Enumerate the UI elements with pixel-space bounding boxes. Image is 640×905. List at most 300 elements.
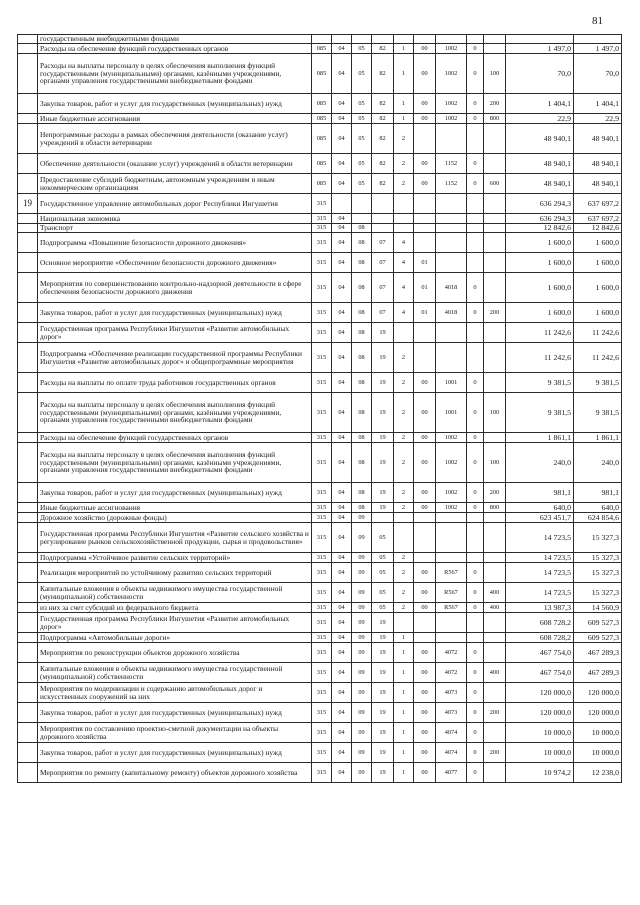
row-name-cell: Обеспечение деятельности (оказание услуг) учреждений в области ветеринарии	[38, 154, 312, 174]
expense-type-code-cell	[484, 253, 506, 273]
ministry-code-cell: 315	[312, 743, 332, 763]
subprogram-code-cell: 2	[394, 373, 414, 393]
subprogram-code-cell: 1	[394, 743, 414, 763]
direction-code-cell: 4073	[436, 703, 467, 723]
row-number-cell	[18, 743, 38, 763]
sub-direction-code-cell: 0	[467, 723, 484, 743]
event-code-cell: 00	[414, 443, 436, 483]
row-number-cell	[18, 613, 38, 633]
ministry-code-cell: 315	[312, 303, 332, 323]
event-code-cell: 00	[414, 54, 436, 94]
row-number-cell	[18, 563, 38, 583]
event-code-cell: 00	[414, 433, 436, 443]
row-name-cell: Мероприятия по реконструкции объектов дорожного хозяйства	[38, 643, 312, 663]
amount-cell-1: 608 728,2	[506, 613, 574, 633]
direction-code-cell: 4072	[436, 643, 467, 663]
subprogram-code-cell	[394, 224, 414, 233]
amount-cell-2: 120 000,0	[574, 683, 622, 703]
amount-cell-1: 10 000,0	[506, 743, 574, 763]
amount-cell-1: 608 728,2	[506, 633, 574, 643]
ministry-code-cell: 315	[312, 373, 332, 393]
sub-direction-code-cell: 0	[467, 114, 484, 124]
amount-cell-1: 240,0	[506, 443, 574, 483]
program-code-cell: 07	[372, 233, 394, 253]
sub-direction-code-cell: 0	[467, 54, 484, 94]
row-number-cell	[18, 643, 38, 663]
row-number-cell	[18, 503, 38, 513]
direction-code-cell: 4072	[436, 663, 467, 683]
program-code-cell: 19	[372, 723, 394, 743]
table-row	[18, 743, 622, 763]
amount-cell-2: 10 000,0	[574, 723, 622, 743]
event-code-cell: 00	[414, 114, 436, 124]
table-row	[18, 583, 622, 603]
amount-cell-2: 11 242,6	[574, 343, 622, 373]
amount-cell-1: 48 940,1	[506, 154, 574, 174]
amount-cell-2: 1 600,0	[574, 273, 622, 303]
amount-cell-2: 48 940,1	[574, 174, 622, 194]
row-name-cell: Непрограммные расходы в рамках обеспечения деятельности (оказание услуг) учреждений в области ветеринарии	[38, 124, 312, 154]
direction-code-cell: 1002	[436, 114, 467, 124]
subprogram-code-cell: 1	[394, 663, 414, 683]
ministry-code-cell: 315	[312, 194, 332, 214]
table-row	[18, 233, 622, 253]
sub-direction-code-cell	[467, 35, 484, 44]
direction-code-cell: 4074	[436, 723, 467, 743]
direction-code-cell	[436, 523, 467, 553]
sub-direction-code-cell: 0	[467, 683, 484, 703]
amount-cell-2: 1 861,1	[574, 433, 622, 443]
table-row	[18, 224, 622, 233]
row-number-cell	[18, 35, 38, 44]
row-name-cell: Мероприятия по совершенствованию контрольно-надзорной деятельности в сфере обеспечения безопасности дорожного движения	[38, 273, 312, 303]
subsection-code-cell: 08	[352, 303, 372, 323]
expense-type-code-cell: 400	[484, 603, 506, 613]
program-code-cell: 19	[372, 393, 394, 433]
direction-code-cell: 4018	[436, 273, 467, 303]
sub-direction-code-cell: 0	[467, 763, 484, 783]
table-row	[18, 174, 622, 194]
table-row	[18, 114, 622, 124]
sub-direction-code-cell: 0	[467, 373, 484, 393]
direction-code-cell: R567	[436, 603, 467, 613]
ministry-code-cell: 315	[312, 273, 332, 303]
amount-cell-1: 11 242,6	[506, 323, 574, 343]
direction-code-cell: 1002	[436, 503, 467, 513]
ministry-code-cell: 085	[312, 174, 332, 194]
amount-cell-2: 609 527,3	[574, 613, 622, 633]
sub-direction-code-cell: 0	[467, 643, 484, 663]
row-name-cell: Подпрограмма «Устойчивое развитие сельских территорий»	[38, 553, 312, 563]
event-code-cell	[414, 194, 436, 214]
direction-code-cell	[436, 633, 467, 643]
subsection-code-cell	[352, 214, 372, 224]
sub-direction-code-cell: 0	[467, 603, 484, 613]
ministry-code-cell	[312, 35, 332, 44]
expense-type-code-cell: 200	[484, 703, 506, 723]
ministry-code-cell: 315	[312, 233, 332, 253]
program-code-cell: 82	[372, 44, 394, 54]
ministry-code-cell: 315	[312, 253, 332, 273]
table-row	[18, 683, 622, 703]
subsection-code-cell: 09	[352, 723, 372, 743]
expense-type-code-cell	[484, 124, 506, 154]
table-row	[18, 503, 622, 513]
direction-code-cell: 1152	[436, 154, 467, 174]
ministry-code-cell: 315	[312, 723, 332, 743]
sub-direction-code-cell: 0	[467, 154, 484, 174]
amount-cell-2: 120 000,0	[574, 703, 622, 723]
amount-cell-1: 10 974,2	[506, 763, 574, 783]
sub-direction-code-cell	[467, 323, 484, 343]
event-code-cell: 00	[414, 483, 436, 503]
section-code-cell: 04	[332, 433, 352, 443]
subsection-code-cell: 08	[352, 343, 372, 373]
sub-direction-code-cell: 0	[467, 443, 484, 483]
program-code-cell: 05	[372, 583, 394, 603]
section-code-cell: 04	[332, 723, 352, 743]
subsection-code-cell: 09	[352, 563, 372, 583]
amount-cell-1: 467 754,0	[506, 643, 574, 663]
section-code-cell: 04	[332, 583, 352, 603]
direction-code-cell	[436, 343, 467, 373]
subsection-code-cell: 05	[352, 94, 372, 114]
row-number-cell	[18, 683, 38, 703]
amount-cell-1: 1 404,1	[506, 94, 574, 114]
subsection-code-cell: 09	[352, 763, 372, 783]
amount-cell-2: 70,0	[574, 54, 622, 94]
subsection-code-cell: 05	[352, 154, 372, 174]
ministry-code-cell: 315	[312, 683, 332, 703]
sub-direction-code-cell	[467, 553, 484, 563]
ministry-code-cell: 315	[312, 483, 332, 503]
table-row	[18, 214, 622, 224]
amount-cell-2: 1 497,0	[574, 44, 622, 54]
direction-code-cell	[436, 224, 467, 233]
direction-code-cell: 1002	[436, 44, 467, 54]
section-code-cell: 04	[332, 603, 352, 613]
sub-direction-code-cell	[467, 224, 484, 233]
expense-type-code-cell	[484, 233, 506, 253]
amount-cell-2: 9 381,5	[574, 393, 622, 433]
sub-direction-code-cell	[467, 214, 484, 224]
event-code-cell: 00	[414, 174, 436, 194]
event-code-cell: 01	[414, 253, 436, 273]
subprogram-code-cell: 1	[394, 683, 414, 703]
section-code-cell: 04	[332, 743, 352, 763]
subsection-code-cell: 08	[352, 433, 372, 443]
program-code-cell: 82	[372, 124, 394, 154]
row-number-cell	[18, 323, 38, 343]
program-code-cell: 19	[372, 503, 394, 513]
direction-code-cell: 4074	[436, 743, 467, 763]
amount-cell-1: 9 381,5	[506, 373, 574, 393]
row-number-cell	[18, 523, 38, 553]
expense-type-code-cell: 200	[484, 743, 506, 763]
program-code-cell: 19	[372, 633, 394, 643]
subsection-code-cell: 05	[352, 54, 372, 94]
sub-direction-code-cell	[467, 253, 484, 273]
row-number-cell	[18, 303, 38, 323]
sub-direction-code-cell: 0	[467, 483, 484, 503]
sub-direction-code-cell: 0	[467, 583, 484, 603]
subsection-code-cell	[352, 194, 372, 214]
row-number-cell	[18, 443, 38, 483]
program-code-cell	[372, 214, 394, 224]
table-row	[18, 663, 622, 683]
ministry-code-cell: 315	[312, 553, 332, 563]
subprogram-code-cell: 2	[394, 603, 414, 613]
row-number-cell	[18, 44, 38, 54]
subsection-code-cell: 08	[352, 443, 372, 483]
subprogram-code-cell: 4	[394, 233, 414, 253]
amount-cell-2: 1 600,0	[574, 303, 622, 323]
sub-direction-code-cell	[467, 194, 484, 214]
expense-type-code-cell: 200	[484, 94, 506, 114]
row-name-cell: Расходы на выплаты персоналу в целях обеспечения выполнения функций государственными (муниципальными) органами, казёнными учреждениями, органами управления государственными внебюджетными фондами	[38, 54, 312, 94]
amount-cell-1: 1 497,0	[506, 44, 574, 54]
row-number-cell	[18, 54, 38, 94]
amount-cell-1: 120 000,0	[506, 683, 574, 703]
table-row	[18, 513, 622, 523]
section-code-cell: 04	[332, 643, 352, 663]
sub-direction-code-cell: 0	[467, 94, 484, 114]
subsection-code-cell: 09	[352, 663, 372, 683]
program-code-cell	[372, 35, 394, 44]
amount-cell-1: 636 294,3	[506, 194, 574, 214]
ministry-code-cell: 315	[312, 603, 332, 613]
amount-cell-1: 48 940,1	[506, 174, 574, 194]
subprogram-code-cell: 1	[394, 643, 414, 663]
event-code-cell	[414, 513, 436, 523]
row-number-cell	[18, 703, 38, 723]
sub-direction-code-cell	[467, 233, 484, 253]
row-number-cell	[18, 723, 38, 743]
expense-type-code-cell	[484, 563, 506, 583]
amount-cell-1: 22,9	[506, 114, 574, 124]
section-code-cell: 04	[332, 443, 352, 483]
subprogram-code-cell	[394, 523, 414, 553]
ministry-code-cell: 315	[312, 393, 332, 433]
direction-code-cell	[436, 194, 467, 214]
expense-type-code-cell: 200	[484, 303, 506, 323]
direction-code-cell: 1002	[436, 54, 467, 94]
row-number-cell	[18, 433, 38, 443]
subprogram-code-cell: 2	[394, 124, 414, 154]
row-name-cell: Транспорт	[38, 224, 312, 233]
expense-type-code-cell: 800	[484, 114, 506, 124]
subsection-code-cell: 09	[352, 643, 372, 663]
event-code-cell	[414, 343, 436, 373]
direction-code-cell	[436, 613, 467, 633]
table-row	[18, 54, 622, 94]
sub-direction-code-cell	[467, 124, 484, 154]
amount-cell-2: 11 242,6	[574, 323, 622, 343]
row-number-cell	[18, 214, 38, 224]
sub-direction-code-cell	[467, 343, 484, 373]
program-code-cell: 82	[372, 154, 394, 174]
program-code-cell: 82	[372, 174, 394, 194]
amount-cell-1: 10 000,0	[506, 723, 574, 743]
row-number-cell	[18, 253, 38, 273]
amount-cell-2: 15 327,3	[574, 583, 622, 603]
direction-code-cell: 1002	[436, 483, 467, 503]
direction-code-cell	[436, 513, 467, 523]
sub-direction-code-cell: 0	[467, 174, 484, 194]
program-code-cell: 19	[372, 343, 394, 373]
table-row	[18, 723, 622, 743]
event-code-cell: 00	[414, 643, 436, 663]
section-code-cell: 04	[332, 174, 352, 194]
direction-code-cell: 1002	[436, 94, 467, 114]
amount-cell-2: 14 560,9	[574, 603, 622, 613]
amount-cell-2: 467 289,3	[574, 643, 622, 663]
expense-type-code-cell: 400	[484, 583, 506, 603]
section-code-cell: 04	[332, 44, 352, 54]
ministry-code-cell: 085	[312, 154, 332, 174]
program-code-cell: 19	[372, 323, 394, 343]
section-code-cell: 04	[332, 224, 352, 233]
subprogram-code-cell: 1	[394, 94, 414, 114]
direction-code-cell	[436, 214, 467, 224]
ministry-code-cell: 315	[312, 323, 332, 343]
event-code-cell: 01	[414, 303, 436, 323]
budget-table	[17, 34, 622, 783]
expense-type-code-cell	[484, 35, 506, 44]
row-number-cell	[18, 154, 38, 174]
event-code-cell: 00	[414, 393, 436, 433]
section-code-cell: 04	[332, 114, 352, 124]
ministry-code-cell: 315	[312, 703, 332, 723]
expense-type-code-cell	[484, 433, 506, 443]
amount-cell-1: 1 600,0	[506, 233, 574, 253]
program-code-cell: 82	[372, 114, 394, 124]
program-code-cell: 05	[372, 603, 394, 613]
amount-cell-1: 48 940,1	[506, 124, 574, 154]
event-code-cell	[414, 523, 436, 553]
subsection-code-cell: 05	[352, 114, 372, 124]
subprogram-code-cell	[394, 35, 414, 44]
event-code-cell: 00	[414, 583, 436, 603]
table-row	[18, 613, 622, 633]
event-code-cell: 00	[414, 703, 436, 723]
program-code-cell: 82	[372, 54, 394, 94]
amount-cell-1: 70,0	[506, 54, 574, 94]
subprogram-code-cell: 2	[394, 154, 414, 174]
subsection-code-cell: 08	[352, 273, 372, 303]
expense-type-code-cell	[484, 343, 506, 373]
section-code-cell: 04	[332, 663, 352, 683]
amount-cell-2: 22,9	[574, 114, 622, 124]
section-code-cell: 04	[332, 703, 352, 723]
row-number-cell	[18, 583, 38, 603]
amount-cell-2	[574, 35, 622, 44]
row-name-cell: Иные бюджетные ассигнования	[38, 503, 312, 513]
table-row	[18, 603, 622, 613]
amount-cell-1: 1 861,1	[506, 433, 574, 443]
expense-type-code-cell	[484, 194, 506, 214]
table-row	[18, 343, 622, 373]
amount-cell-2: 637 697,2	[574, 194, 622, 214]
subsection-code-cell: 08	[352, 373, 372, 393]
table-row	[18, 273, 622, 303]
subprogram-code-cell: 2	[394, 483, 414, 503]
event-code-cell: 00	[414, 44, 436, 54]
table-row	[18, 44, 622, 54]
ministry-code-cell: 315	[312, 214, 332, 224]
amount-cell-1: 12 842,6	[506, 224, 574, 233]
row-name-cell: из них за счет субсидий из федерального бюджета	[38, 603, 312, 613]
expense-type-code-cell: 100	[484, 393, 506, 433]
amount-cell-1: 636 294,3	[506, 214, 574, 224]
section-code-cell: 04	[332, 214, 352, 224]
event-code-cell	[414, 35, 436, 44]
amount-cell-1: 14 723,5	[506, 583, 574, 603]
row-name-cell: Государственная программа Республики Ингушетия «Развитие сельского хозяйства и регулирование рынков сельскохозяйственной продукции, сырья и продовольствия»	[38, 523, 312, 553]
expense-type-code-cell	[484, 613, 506, 633]
event-code-cell	[414, 224, 436, 233]
direction-code-cell	[436, 323, 467, 343]
direction-code-cell: 1001	[436, 373, 467, 393]
direction-code-cell	[436, 553, 467, 563]
ministry-code-cell: 085	[312, 124, 332, 154]
ministry-code-cell: 315	[312, 613, 332, 633]
expense-type-code-cell	[484, 553, 506, 563]
row-number-cell	[18, 343, 38, 373]
ministry-code-cell: 315	[312, 663, 332, 683]
event-code-cell	[414, 233, 436, 253]
program-code-cell: 19	[372, 683, 394, 703]
section-code-cell: 04	[332, 513, 352, 523]
row-name-cell: государственным внебюджетными фондами	[38, 35, 312, 44]
sub-direction-code-cell: 0	[467, 273, 484, 303]
amount-cell-1: 981,1	[506, 483, 574, 503]
row-name-cell: Основное мероприятие «Обеспечение безопасности дорожного движения»	[38, 253, 312, 273]
program-code-cell: 07	[372, 303, 394, 323]
row-name-cell: Расходы на выплаты персоналу в целях обеспечения выполнения функций государственными (муниципальными) органами, казёнными учреждениями, органами управления государственными внебюджетными фондами	[38, 393, 312, 433]
program-code-cell	[372, 224, 394, 233]
ministry-code-cell: 315	[312, 523, 332, 553]
row-number-cell	[18, 174, 38, 194]
direction-code-cell	[436, 35, 467, 44]
amount-cell-1: 120 000,0	[506, 703, 574, 723]
program-code-cell: 19	[372, 373, 394, 393]
amount-cell-2: 10 000,0	[574, 743, 622, 763]
section-code-cell: 04	[332, 373, 352, 393]
expense-type-code-cell	[484, 763, 506, 783]
row-number-cell	[18, 603, 38, 613]
expense-type-code-cell	[484, 273, 506, 303]
row-name-cell: Расходы на обеспечение функций государственных органов	[38, 44, 312, 54]
section-code-cell: 04	[332, 94, 352, 114]
direction-code-cell: R567	[436, 563, 467, 583]
subsection-code-cell: 09	[352, 523, 372, 553]
section-code-cell: 04	[332, 154, 352, 174]
sub-direction-code-cell: 0	[467, 44, 484, 54]
subprogram-code-cell	[394, 323, 414, 343]
subsection-code-cell: 08	[352, 224, 372, 233]
table-row	[18, 483, 622, 503]
event-code-cell: 00	[414, 683, 436, 703]
expense-type-code-cell	[484, 154, 506, 174]
direction-code-cell: R567	[436, 583, 467, 603]
section-code-cell: 04	[332, 523, 352, 553]
sub-direction-code-cell	[467, 513, 484, 523]
ministry-code-cell: 085	[312, 94, 332, 114]
sub-direction-code-cell: 0	[467, 303, 484, 323]
row-name-cell: Подпрограмма «Обеспечение реализации государственной программы Республики Ингушетия «Развитие автомобильных дорог» и общепрограммные мероприятия	[38, 343, 312, 373]
ministry-code-cell: 315	[312, 633, 332, 643]
